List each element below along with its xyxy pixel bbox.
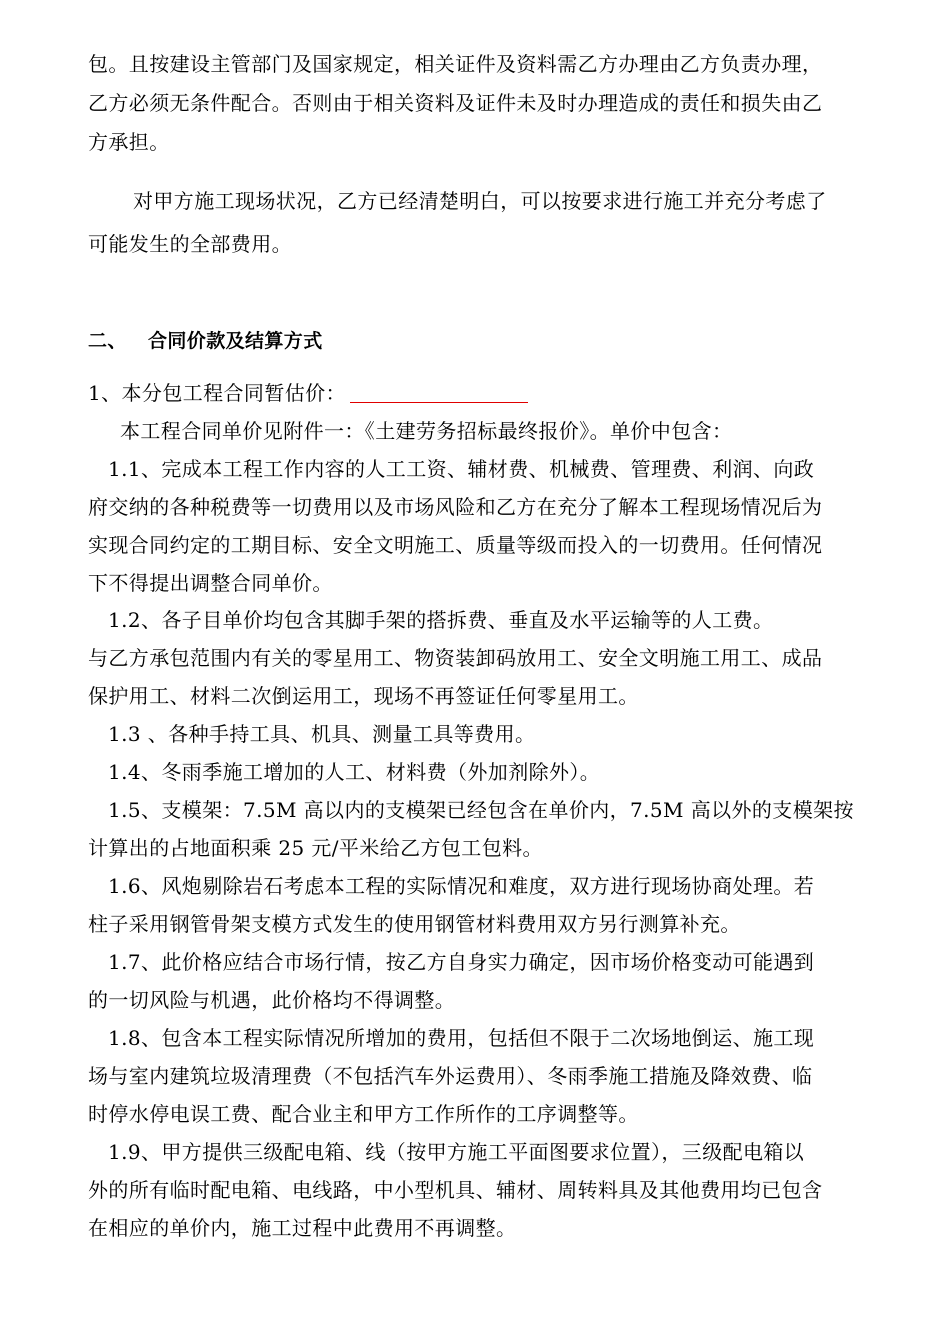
item-1-8-line-1: 1.8、包含本工程实际情况所增加的费用，包括但不限于二次场地倒运、施工现 — [108, 1026, 815, 1050]
item-1-1-line-3: 实现合同约定的工期目标、安全文明施工、质量等级而投入的一切费用。任何情况 — [88, 533, 823, 557]
item-1-9-line-1: 1.9、甲方提供三级配电箱、线（按甲方施工平面图要求位置），三级配电箱以 — [108, 1140, 805, 1164]
item-1-2-line-1: 1.2、各子目单价均包含其脚手架的搭拆费、垂直及水平运输等的人工费。 — [108, 608, 774, 632]
item-1-4: 1.4、冬雨季施工增加的人工、材料费（外加剂除外）。 — [108, 760, 601, 784]
intro-p2-line-1: 对甲方施工现场状况，乙方已经清楚明白，可以按要求进行施工并充分考虑了 — [133, 189, 827, 213]
item-1-6-line-1: 1.6、风炮剔除岩石考虑本工程的实际情况和难度，双方进行现场协商处理。若 — [108, 874, 815, 898]
item-1-2-line-2: 与乙方承包范围内有关的零星用工、物资装卸码放用工、安全文明施工用工、成品 — [88, 646, 823, 670]
intro-p1-line-3: 方承担。 — [88, 130, 170, 154]
item-1-3: 1.3 、各种手持工具、机具、测量工具等费用。 — [108, 722, 536, 746]
item-1-1-line-4: 下不得提出调整合同单价。 — [88, 571, 333, 595]
contract-price-label: 1、本分包工程合同暂估价： — [88, 381, 346, 405]
item-1-7-line-1: 1.7、此价格应结合市场行情，按乙方自身实力确定，因市场价格变动可能遇到 — [108, 950, 815, 974]
item-1-7-line-2: 的一切风险与机遇，此价格均不得调整。 — [88, 988, 456, 1012]
item-1-5-line-2: 计算出的占地面积乘 25 元/平米给乙方包工包料。 — [88, 836, 543, 860]
item-1-8-line-2: 场与室内建筑垃圾清理费（不包括汽车外运费用）、冬雨季施工措施及降效费、临 — [88, 1064, 813, 1088]
item-1-6-line-2: 柱子采用钢管骨架支模方式发生的使用钢管材料费用双方另行测算补充。 — [88, 912, 741, 936]
unit-price-intro: 本工程合同单价见附件一：《土建劳务招标最终报价》。单价中包含： — [120, 419, 733, 443]
item-1-2-line-3: 保护用工、材料二次倒运用工，现场不再签证任何零星用工。 — [88, 684, 639, 708]
contract-price-line — [88, 380, 898, 406]
intro-p1-line-2: 乙方必须无条件配合。否则由于相关资料及证件未及时办理造成的责任和损失由乙 — [88, 91, 823, 115]
item-1-9-line-3: 在相应的单价内，施工过程中此费用不再调整。 — [88, 1216, 517, 1240]
item-1-5-line-1: 1.5、支模架：7.5M 高以内的支模架已经包含在单价内，7.5M 高以外的支模架按 — [108, 798, 854, 822]
contract-price-blank — [350, 382, 528, 403]
item-1-8-line-3: 时停水停电误工费、配合业主和甲方工作所作的工序调整等。 — [88, 1102, 639, 1126]
item-1-1-line-1: 1.1、完成本工程工作内容的人工工资、辅材费、机械费、管理费、利润、向政 — [108, 457, 815, 481]
section-2-number: 二、 — [88, 330, 127, 352]
item-1-1-line-2: 府交纳的各种税费等一切费用以及市场风险和乙方在充分了解本工程现场情况后为 — [88, 495, 823, 519]
section-2-title: 合同价款及结算方式 — [148, 330, 323, 352]
intro-p2-line-2: 可能发生的全部费用。 — [88, 232, 292, 256]
intro-p1-line-1: 包。且按建设主管部门及国家规定，相关证件及资料需乙方办理由乙方负责办理， — [88, 52, 823, 76]
section-2-heading — [88, 328, 898, 354]
item-1-9-line-2: 外的所有临时配电箱、电线路，中小型机具、辅材、周转料具及其他费用均已包含 — [88, 1178, 823, 1202]
